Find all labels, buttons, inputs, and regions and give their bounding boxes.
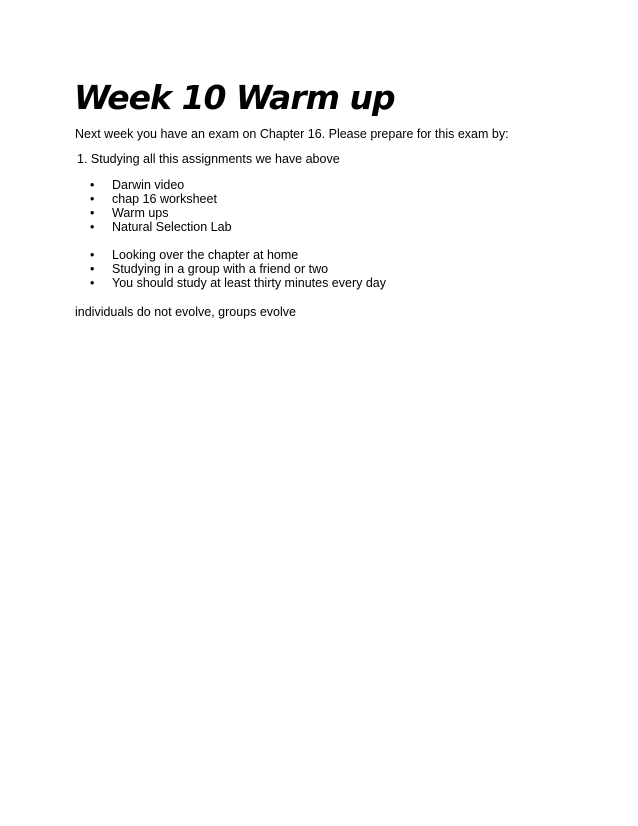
bullet-icon: • <box>90 206 95 220</box>
list-item <box>90 220 232 234</box>
bullet-icon: • <box>90 248 95 262</box>
list-item <box>90 192 232 206</box>
list-item-text: Studying in a group with a friend or two <box>112 262 329 276</box>
list-item <box>90 178 232 192</box>
list-item <box>90 276 386 290</box>
list-item-text: You should study at least thirty minutes every day <box>112 276 386 290</box>
page-title: Week 10 Warm up <box>74 78 395 117</box>
closing-statement: individuals do not evolve, groups evolve <box>75 305 296 319</box>
intro-paragraph: Next week you have an exam on Chapter 16. Please prepare for this exam by: <box>75 127 509 141</box>
assignment-list <box>90 178 232 234</box>
list-item-text: Warm ups <box>112 206 169 220</box>
list-item <box>90 206 232 220</box>
bullet-icon: • <box>90 178 95 192</box>
list-item-text: chap 16 worksheet <box>112 192 217 206</box>
bullet-icon: • <box>90 276 95 290</box>
list-item <box>90 248 386 262</box>
bullet-icon: • <box>90 220 95 234</box>
study-tips-list <box>90 248 386 290</box>
list-item-text: Darwin video <box>112 178 185 192</box>
list-item <box>90 262 386 276</box>
bullet-icon: • <box>90 192 95 206</box>
list-item-text: Looking over the chapter at home <box>112 248 299 262</box>
bullet-icon: • <box>90 262 95 276</box>
list-item-text: Natural Selection Lab <box>112 220 232 234</box>
numbered-step: 1. Studying all this assignments we have above <box>77 152 340 166</box>
